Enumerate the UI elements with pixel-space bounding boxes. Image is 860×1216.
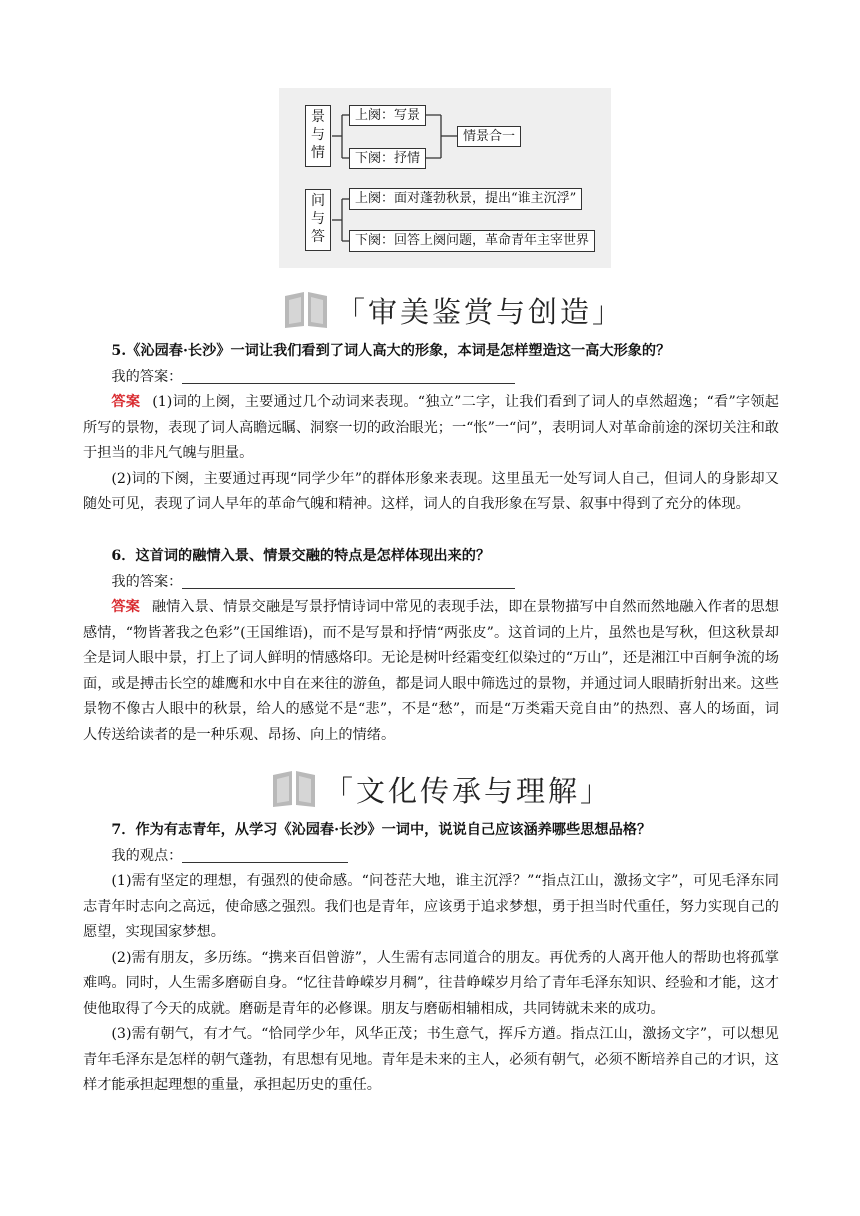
viewpoint-para-2: (2)需有朋友，多历练。“携来百侣曾游”，人生需有志同道合的朋友。再优秀的人离开他人的帮助也将孤掌难鸣。同时，人生需多磨砺自身。“忆往昔峥嵘岁月稠”，往昔峥嵘岁月给了青年毛泽东知识、经验和才能，这才使他取得了今天的成就。磨砺是青年的必修课。朋友与磨砺相辅相成，共同铸就未来的成功。 xyxy=(83,949,779,1017)
section-title: 「审美鉴赏与创造」 xyxy=(336,294,625,329)
viewpoint-blank[interactable] xyxy=(182,846,348,863)
answer-5-para-2: (2)词的下阕，主要通过再现“同学少年”的群体形象来表现。这里虽无一处写词人自己，但词人的身影却又随处可见，表现了词人早年的革命气魄和精神。这样，词人的自我形象在写景、叙事中得到了充分的体现。 xyxy=(83,470,779,512)
question-7: 7．作为有志青年，从学习《沁园春·长沙》一词中，说说自己应该涵养哪些思想品格？ xyxy=(111,822,652,838)
answer-label: 答案 xyxy=(111,394,141,410)
answer-prompt: 我的答案： xyxy=(83,570,779,596)
question-6-block xyxy=(83,544,779,748)
answer-blank[interactable] xyxy=(182,572,515,589)
answer-label: 答案 xyxy=(111,599,140,615)
question-6: 6．这首词的融情入景、情景交融的特点是怎样体现出来的？ xyxy=(111,548,491,564)
diagram-scene-emotion-box: 景与情 xyxy=(305,105,331,167)
structure-diagram xyxy=(279,88,611,268)
answer-6: 答案 融情入景、情景交融是写景抒情诗词中常见的表现手法，即在景物描写中自然而然地融入作者的思想感情，“物皆著我之色彩”(王国维语)，而不是写景和抒情“两张皮”。这首词的上片，虽然也是写秋，但这秋景却全是词人眼中景，打上了词人鲜明的情感烙印。无论是树叶经霜变红似染过的“万山”，还是湘江中百舸争流的场面，或是搏击长空的雄鹰和水中自在来往的游鱼，都是词人眼中筛选过的景物，并通过词人眼睛折射出来。这些景物不像古人眼中的秋景，给人的感觉不是“悲”，不是“愁”，而是“万类霜天竞自由”的热烈、喜人的场面，词人传送给读者的是一种乐观、昂扬、向上的情绪。 xyxy=(83,599,779,743)
question-7-block xyxy=(83,818,779,1099)
section-banner-culture xyxy=(270,766,612,812)
book-icon xyxy=(282,290,330,330)
diagram-upper-stanza-box: 上阕：写景 xyxy=(349,105,426,126)
diagram-fusion-box: 情景合一 xyxy=(457,126,521,147)
answer-5-para-1: 答案 (1)词的上阕，主要通过几个动词来表现。“独立”二字，让我们看到了词人的卓然超逸；“看”字领起所写的景物，表现了词人高瞻远瞩、洞察一切的政治眼光；一“怅”一“问”，表明词人对革命前途的深切关注和敢于担当的非凡气魄与胆量。 xyxy=(83,394,779,461)
diagram-lower-answer-box: 下阕：回答上阕问题，革命青年主宰世界 xyxy=(349,230,595,252)
diagram-upper-question-box: 上阕：面对蓬勃秋景，提出“谁主沉浮” xyxy=(349,188,582,210)
viewpoint-para-3: (3)需有朝气，有才气。“恰同学少年，风华正茂；书生意气，挥斥方遒。指点江山，激扬文字”，可以想见青年毛泽东是怎样的朝气蓬勃，有思想有见地。青年是未来的主人，必须有朝气，必须不断培养自己的才识，这样才能承担起理想的重量，承担起历史的重任。 xyxy=(83,1026,779,1093)
diagram-question-answer-box: 问与答 xyxy=(305,189,331,251)
answer-blank[interactable] xyxy=(182,367,515,384)
answer-prompt: 我的答案： xyxy=(83,365,779,391)
diagram-lower-stanza-box: 下阕：抒情 xyxy=(349,148,426,169)
book-icon xyxy=(270,769,318,809)
viewpoint-para-1: (1)需有坚定的理想，有强烈的使命感。“问苍茫大地，谁主沉浮？”“指点江山，激扬文字”，可见毛泽东同志青年时志向之高远，使命感之强烈。我们也是青年，应该勇于追求梦想，勇于担当时代重任，努力实现自己的愿望，实现国家梦想。 xyxy=(83,873,779,940)
viewpoint-prompt: 我的观点： xyxy=(83,844,779,870)
section-title: 「文化传承与理解」 xyxy=(324,773,613,808)
section-banner-aesthetic xyxy=(282,287,624,333)
question-5: 5.《沁园春·长沙》一词让我们看到了词人高大的形象，本词是怎样塑造这一高大形象的？ xyxy=(111,343,671,359)
question-5-block xyxy=(83,339,779,518)
